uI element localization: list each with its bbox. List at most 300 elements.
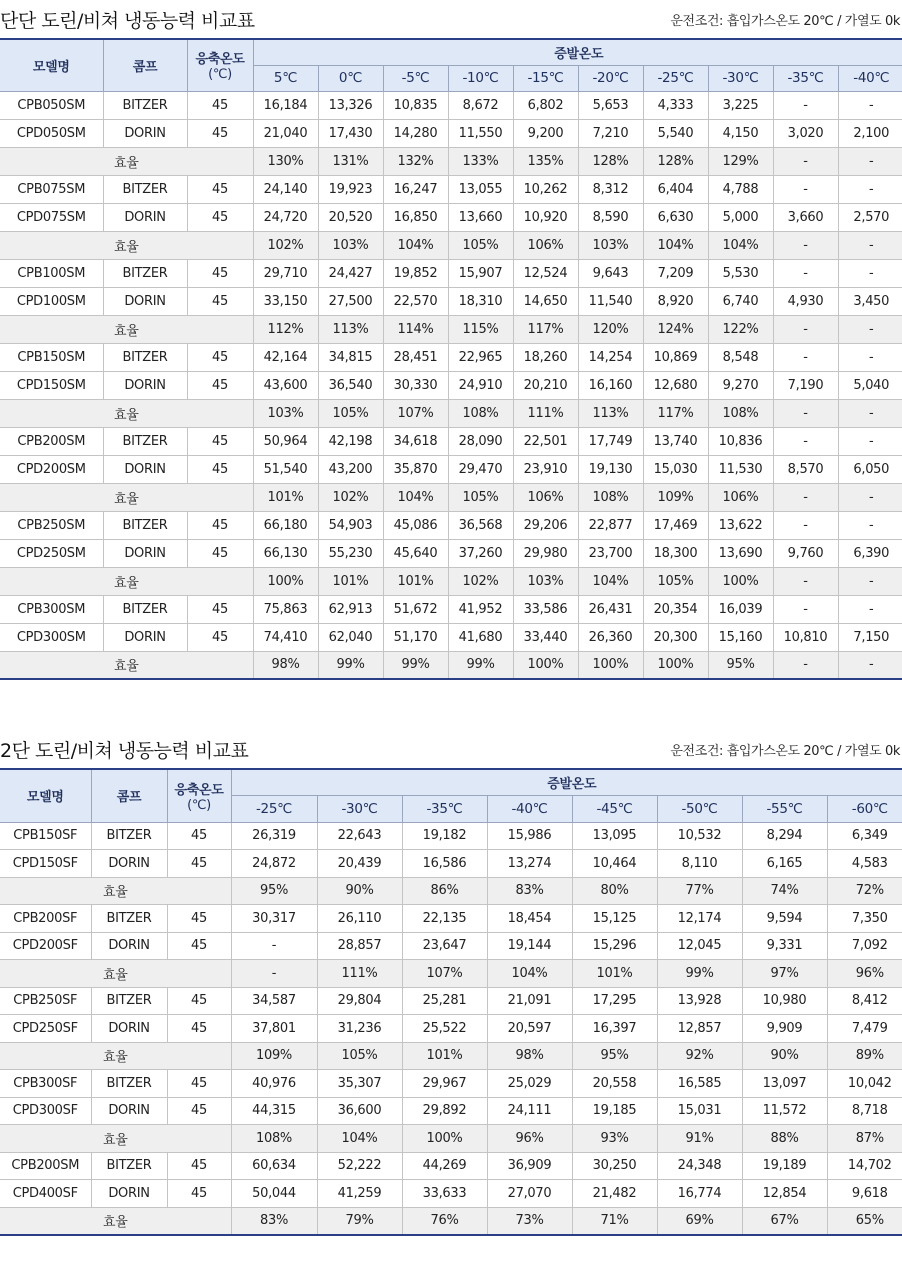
capacity-cell: -: [773, 511, 838, 539]
capacity-cell: 24,348: [657, 1152, 742, 1180]
capacity-cell: 5,530: [708, 259, 773, 287]
compressor-cell: DORIN: [103, 623, 187, 651]
capacity-cell: 22,570: [383, 287, 448, 315]
temperature-header: -15℃: [513, 65, 578, 91]
capacity-cell: 33,586: [513, 595, 578, 623]
capacity-cell: 7,150: [838, 623, 902, 651]
efficiency-cell: 86%: [402, 877, 487, 905]
capacity-cell: -: [838, 511, 902, 539]
capacity-cell: 51,540: [253, 455, 318, 483]
efficiency-cell: -: [838, 651, 902, 679]
capacity-cell: 12,854: [742, 1180, 827, 1208]
capacity-cell: 9,200: [513, 119, 578, 147]
column-header-compressor: 콤프: [91, 769, 167, 822]
efficiency-cell: -: [838, 315, 902, 343]
capacity-cell: 16,247: [383, 175, 448, 203]
capacity-cell: 3,020: [773, 119, 838, 147]
efficiency-label: 효율: [0, 651, 253, 679]
column-header-model: 모델명: [0, 769, 91, 822]
capacity-cell: 20,210: [513, 371, 578, 399]
capacity-cell: 19,185: [572, 1097, 657, 1125]
two-stage-capacity-table: [0, 768, 902, 1236]
capacity-cell: 26,110: [317, 905, 402, 933]
capacity-cell: 22,965: [448, 343, 513, 371]
efficiency-cell: 122%: [708, 315, 773, 343]
capacity-cell: 8,312: [578, 175, 643, 203]
capacity-cell: 24,872: [231, 850, 317, 878]
table-row: [0, 623, 902, 651]
temperature-header: -30℃: [317, 795, 402, 822]
table-row: [0, 850, 902, 878]
capacity-cell: 18,260: [513, 343, 578, 371]
capacity-cell: 29,804: [317, 987, 402, 1015]
capacity-cell: 62,040: [318, 623, 383, 651]
capacity-cell: 25,522: [402, 1015, 487, 1043]
header-row: [0, 769, 902, 795]
compressor-cell: BITZER: [103, 343, 187, 371]
compressor-cell: BITZER: [91, 987, 167, 1015]
capacity-cell: 10,980: [742, 987, 827, 1015]
table-row: [0, 987, 902, 1015]
capacity-cell: 18,300: [643, 539, 708, 567]
efficiency-cell: -: [838, 567, 902, 595]
two-stage-section: [0, 730, 902, 1236]
efficiency-cell: 112%: [253, 315, 318, 343]
condensing-temp-cell: 45: [187, 91, 253, 119]
capacity-cell: 16,585: [657, 1070, 742, 1098]
capacity-cell: 9,618: [827, 1180, 902, 1208]
efficiency-cell: 65%: [827, 1207, 902, 1235]
capacity-cell: 6,740: [708, 287, 773, 315]
temperature-header: -10℃: [448, 65, 513, 91]
capacity-cell: 11,530: [708, 455, 773, 483]
table-row: [0, 1070, 902, 1098]
capacity-cell: 6,390: [838, 539, 902, 567]
capacity-cell: 17,749: [578, 427, 643, 455]
capacity-cell: 50,044: [231, 1180, 317, 1208]
efficiency-cell: 97%: [742, 960, 827, 988]
capacity-cell: 20,597: [487, 1015, 572, 1043]
capacity-cell: 17,469: [643, 511, 708, 539]
capacity-cell: 17,295: [572, 987, 657, 1015]
capacity-cell: 10,464: [572, 850, 657, 878]
condensing-temp-cell: 45: [187, 371, 253, 399]
temperature-header: 5℃: [253, 65, 318, 91]
efficiency-cell: 115%: [448, 315, 513, 343]
capacity-cell: 17,430: [318, 119, 383, 147]
efficiency-label: 효율: [0, 483, 253, 511]
efficiency-cell: 71%: [572, 1207, 657, 1235]
efficiency-cell: 103%: [253, 399, 318, 427]
capacity-cell: 41,952: [448, 595, 513, 623]
capacity-cell: 10,835: [383, 91, 448, 119]
compressor-cell: DORIN: [103, 287, 187, 315]
table-row: [0, 822, 902, 850]
capacity-cell: 36,540: [318, 371, 383, 399]
efficiency-row: [0, 231, 902, 259]
capacity-cell: 42,198: [318, 427, 383, 455]
capacity-cell: 13,690: [708, 539, 773, 567]
capacity-cell: 2,570: [838, 203, 902, 231]
efficiency-row: [0, 1207, 902, 1235]
capacity-cell: 26,319: [231, 822, 317, 850]
capacity-cell: 21,040: [253, 119, 318, 147]
capacity-cell: 6,165: [742, 850, 827, 878]
capacity-cell: 24,140: [253, 175, 318, 203]
capacity-cell: 50,964: [253, 427, 318, 455]
capacity-cell: 4,930: [773, 287, 838, 315]
capacity-cell: -: [773, 427, 838, 455]
temperature-header: -45℃: [572, 795, 657, 822]
capacity-cell: 19,923: [318, 175, 383, 203]
capacity-cell: 10,262: [513, 175, 578, 203]
efficiency-cell: 104%: [383, 483, 448, 511]
temperature-header: -25℃: [643, 65, 708, 91]
capacity-cell: -: [838, 175, 902, 203]
capacity-cell: 13,095: [572, 822, 657, 850]
compressor-cell: DORIN: [103, 371, 187, 399]
condensing-temp-cell: 45: [187, 287, 253, 315]
condensing-temp-cell: 45: [167, 932, 231, 960]
capacity-cell: 19,144: [487, 932, 572, 960]
condensing-temp-cell: 45: [167, 1152, 231, 1180]
capacity-cell: 42,164: [253, 343, 318, 371]
efficiency-cell: 111%: [513, 399, 578, 427]
capacity-cell: 33,440: [513, 623, 578, 651]
capacity-cell: 11,572: [742, 1097, 827, 1125]
capacity-cell: 9,270: [708, 371, 773, 399]
capacity-cell: 29,710: [253, 259, 318, 287]
model-name-cell: CPD250SM: [0, 539, 103, 567]
compressor-cell: BITZER: [103, 91, 187, 119]
temperature-header: -55℃: [742, 795, 827, 822]
compressor-cell: BITZER: [91, 1152, 167, 1180]
operating-condition: 운전조건: 흡입가스온도 20℃ / 가열도 0k: [670, 744, 900, 759]
efficiency-cell: 104%: [578, 567, 643, 595]
model-name-cell: CPD200SM: [0, 455, 103, 483]
efficiency-cell: 101%: [383, 567, 448, 595]
efficiency-cell: -: [838, 231, 902, 259]
condensing-temp-cell: 45: [167, 1070, 231, 1098]
efficiency-cell: 105%: [448, 231, 513, 259]
capacity-cell: 9,643: [578, 259, 643, 287]
efficiency-cell: 80%: [572, 877, 657, 905]
efficiency-cell: 100%: [513, 651, 578, 679]
section-title: 2단 도린/비쳐 냉동능력 비교표: [0, 740, 249, 762]
capacity-cell: -: [838, 343, 902, 371]
efficiency-cell: 88%: [742, 1125, 827, 1153]
efficiency-cell: 132%: [383, 147, 448, 175]
efficiency-cell: 107%: [402, 960, 487, 988]
efficiency-cell: 72%: [827, 877, 902, 905]
capacity-cell: 3,450: [838, 287, 902, 315]
table-row: [0, 287, 902, 315]
capacity-cell: 37,260: [448, 539, 513, 567]
capacity-cell: -: [773, 343, 838, 371]
table-row: [0, 1152, 902, 1180]
capacity-cell: 52,222: [317, 1152, 402, 1180]
model-name-cell: CPB150SF: [0, 822, 91, 850]
capacity-cell: 15,125: [572, 905, 657, 933]
section-title: 단단 도린/비쳐 냉동능력 비교표: [0, 10, 255, 32]
condensing-temp-cell: 45: [167, 905, 231, 933]
efficiency-cell: 76%: [402, 1207, 487, 1235]
efficiency-cell: 95%: [572, 1042, 657, 1070]
efficiency-label: 효율: [0, 315, 253, 343]
efficiency-cell: -: [773, 399, 838, 427]
efficiency-cell: 133%: [448, 147, 513, 175]
capacity-cell: 10,810: [773, 623, 838, 651]
efficiency-cell: 67%: [742, 1207, 827, 1235]
table-row: [0, 203, 902, 231]
model-name-cell: CPD200SF: [0, 932, 91, 960]
efficiency-cell: 114%: [383, 315, 448, 343]
table-row: [0, 91, 902, 119]
capacity-cell: 20,354: [643, 595, 708, 623]
efficiency-cell: 102%: [448, 567, 513, 595]
efficiency-cell: 117%: [513, 315, 578, 343]
capacity-cell: 29,206: [513, 511, 578, 539]
capacity-cell: 55,230: [318, 539, 383, 567]
condensing-temp-unit: (℃): [187, 797, 211, 813]
capacity-cell: 13,740: [643, 427, 708, 455]
efficiency-cell: 109%: [231, 1042, 317, 1070]
efficiency-cell: 103%: [578, 231, 643, 259]
capacity-cell: 20,558: [572, 1070, 657, 1098]
capacity-cell: 21,091: [487, 987, 572, 1015]
capacity-cell: 15,296: [572, 932, 657, 960]
efficiency-cell: 124%: [643, 315, 708, 343]
capacity-cell: 7,210: [578, 119, 643, 147]
compressor-cell: BITZER: [91, 1070, 167, 1098]
table-row: [0, 175, 902, 203]
capacity-cell: 74,410: [253, 623, 318, 651]
capacity-cell: 8,110: [657, 850, 742, 878]
model-name-cell: CPB250SM: [0, 511, 103, 539]
efficiency-cell: 87%: [827, 1125, 902, 1153]
capacity-cell: 12,857: [657, 1015, 742, 1043]
column-header-compressor: 콤프: [103, 39, 187, 91]
efficiency-cell: 108%: [448, 399, 513, 427]
efficiency-cell: 99%: [318, 651, 383, 679]
capacity-cell: 23,647: [402, 932, 487, 960]
capacity-cell: 19,182: [402, 822, 487, 850]
compressor-cell: DORIN: [103, 203, 187, 231]
condensing-temp-cell: 45: [167, 1180, 231, 1208]
efficiency-row: [0, 567, 902, 595]
capacity-cell: 29,892: [402, 1097, 487, 1125]
efficiency-cell: 89%: [827, 1042, 902, 1070]
efficiency-cell: 104%: [383, 231, 448, 259]
capacity-cell: 33,150: [253, 287, 318, 315]
capacity-cell: 10,869: [643, 343, 708, 371]
table-body: [0, 91, 902, 679]
capacity-cell: 13,928: [657, 987, 742, 1015]
capacity-cell: 34,587: [231, 987, 317, 1015]
table-row: [0, 427, 902, 455]
efficiency-cell: 73%: [487, 1207, 572, 1235]
efficiency-cell: 106%: [708, 483, 773, 511]
capacity-cell: -: [773, 259, 838, 287]
efficiency-cell: 74%: [742, 877, 827, 905]
capacity-cell: 16,039: [708, 595, 773, 623]
table-row: [0, 1180, 902, 1208]
model-name-cell: CPB100SM: [0, 259, 103, 287]
condensing-temp-cell: 45: [167, 1097, 231, 1125]
temperature-header: -40℃: [838, 65, 902, 91]
table-row: [0, 259, 902, 287]
capacity-cell: 22,135: [402, 905, 487, 933]
table-row: [0, 932, 902, 960]
temperature-header: -50℃: [657, 795, 742, 822]
capacity-cell: 9,909: [742, 1015, 827, 1043]
efficiency-cell: 105%: [317, 1042, 402, 1070]
capacity-cell: 20,520: [318, 203, 383, 231]
efficiency-cell: 100%: [578, 651, 643, 679]
efficiency-cell: 103%: [513, 567, 578, 595]
temperature-header: 0℃: [318, 65, 383, 91]
capacity-cell: 19,852: [383, 259, 448, 287]
capacity-cell: 36,600: [317, 1097, 402, 1125]
efficiency-cell: 105%: [318, 399, 383, 427]
efficiency-cell: 96%: [827, 960, 902, 988]
condensing-temp-cell: 45: [187, 511, 253, 539]
efficiency-cell: 104%: [643, 231, 708, 259]
capacity-cell: 14,254: [578, 343, 643, 371]
capacity-cell: 7,190: [773, 371, 838, 399]
column-header-evaporating-temp: 증발온도: [253, 39, 902, 65]
efficiency-label: 효율: [0, 877, 231, 905]
table-row: [0, 371, 902, 399]
condensing-temp-cell: 45: [187, 343, 253, 371]
efficiency-cell: 111%: [317, 960, 402, 988]
capacity-cell: 14,650: [513, 287, 578, 315]
efficiency-cell: -: [773, 315, 838, 343]
temperature-header: -25℃: [231, 795, 317, 822]
efficiency-cell: 100%: [402, 1125, 487, 1153]
capacity-cell: 8,294: [742, 822, 827, 850]
condensing-temp-cell: 45: [187, 539, 253, 567]
compressor-cell: DORIN: [91, 1015, 167, 1043]
table-row: [0, 1097, 902, 1125]
section-header: [0, 730, 902, 768]
header-row: [0, 39, 902, 65]
capacity-cell: 6,349: [827, 822, 902, 850]
capacity-cell: 34,618: [383, 427, 448, 455]
capacity-cell: 51,170: [383, 623, 448, 651]
compressor-cell: BITZER: [103, 511, 187, 539]
efficiency-label: 효율: [0, 1125, 231, 1153]
capacity-cell: 9,760: [773, 539, 838, 567]
capacity-cell: 20,439: [317, 850, 402, 878]
compressor-cell: BITZER: [103, 595, 187, 623]
efficiency-label: 효율: [0, 231, 253, 259]
model-name-cell: CPD300SF: [0, 1097, 91, 1125]
capacity-cell: 4,788: [708, 175, 773, 203]
table-row: [0, 595, 902, 623]
compressor-cell: DORIN: [103, 539, 187, 567]
model-name-cell: CPB200SM: [0, 427, 103, 455]
efficiency-cell: -: [773, 567, 838, 595]
capacity-cell: 16,160: [578, 371, 643, 399]
section-header: [0, 0, 902, 38]
capacity-cell: 26,360: [578, 623, 643, 651]
capacity-cell: -: [773, 175, 838, 203]
capacity-cell: 29,470: [448, 455, 513, 483]
table-row: [0, 905, 902, 933]
efficiency-cell: -: [838, 147, 902, 175]
model-name-cell: CPB200SM: [0, 1152, 91, 1180]
efficiency-cell: 100%: [643, 651, 708, 679]
capacity-cell: 43,200: [318, 455, 383, 483]
capacity-cell: 25,029: [487, 1070, 572, 1098]
model-name-cell: CPB150SM: [0, 343, 103, 371]
compressor-cell: BITZER: [103, 259, 187, 287]
table-row: [0, 1015, 902, 1043]
capacity-cell: 12,045: [657, 932, 742, 960]
efficiency-cell: 108%: [578, 483, 643, 511]
capacity-cell: 6,802: [513, 91, 578, 119]
column-header-condensing-temp: [167, 769, 231, 822]
capacity-cell: -: [231, 932, 317, 960]
efficiency-label: 효율: [0, 1207, 231, 1235]
efficiency-cell: 79%: [317, 1207, 402, 1235]
efficiency-row: [0, 483, 902, 511]
capacity-cell: 36,568: [448, 511, 513, 539]
capacity-cell: 66,180: [253, 511, 318, 539]
model-name-cell: CPD150SF: [0, 850, 91, 878]
compressor-cell: BITZER: [103, 427, 187, 455]
efficiency-cell: 99%: [383, 651, 448, 679]
operating-condition: 운전조건: 흡입가스온도 20℃ / 가열도 0k: [670, 14, 900, 29]
column-header-evaporating-temp: 증발온도: [231, 769, 902, 795]
capacity-cell: -: [838, 259, 902, 287]
capacity-cell: 41,259: [317, 1180, 402, 1208]
efficiency-cell: 69%: [657, 1207, 742, 1235]
capacity-cell: 29,980: [513, 539, 578, 567]
table-row: [0, 511, 902, 539]
compressor-cell: DORIN: [91, 932, 167, 960]
capacity-cell: 4,150: [708, 119, 773, 147]
efficiency-cell: 95%: [231, 877, 317, 905]
capacity-cell: 19,130: [578, 455, 643, 483]
efficiency-cell: 104%: [487, 960, 572, 988]
capacity-cell: 25,281: [402, 987, 487, 1015]
efficiency-label: 효율: [0, 1042, 231, 1070]
capacity-cell: 13,274: [487, 850, 572, 878]
efficiency-cell: -: [773, 651, 838, 679]
capacity-cell: 10,920: [513, 203, 578, 231]
condensing-temp-cell: 45: [167, 1015, 231, 1043]
efficiency-cell: 101%: [253, 483, 318, 511]
efficiency-cell: 105%: [643, 567, 708, 595]
capacity-cell: 16,397: [572, 1015, 657, 1043]
table-row: [0, 455, 902, 483]
efficiency-cell: 102%: [318, 483, 383, 511]
condensing-temp-cell: 45: [187, 259, 253, 287]
model-name-cell: CPB200SF: [0, 905, 91, 933]
efficiency-cell: 117%: [643, 399, 708, 427]
capacity-cell: 35,870: [383, 455, 448, 483]
condensing-temp-cell: 45: [167, 850, 231, 878]
capacity-cell: 3,660: [773, 203, 838, 231]
capacity-cell: 34,815: [318, 343, 383, 371]
efficiency-cell: 83%: [231, 1207, 317, 1235]
efficiency-cell: 93%: [572, 1125, 657, 1153]
capacity-cell: 66,130: [253, 539, 318, 567]
table-row: [0, 343, 902, 371]
capacity-cell: -: [838, 427, 902, 455]
